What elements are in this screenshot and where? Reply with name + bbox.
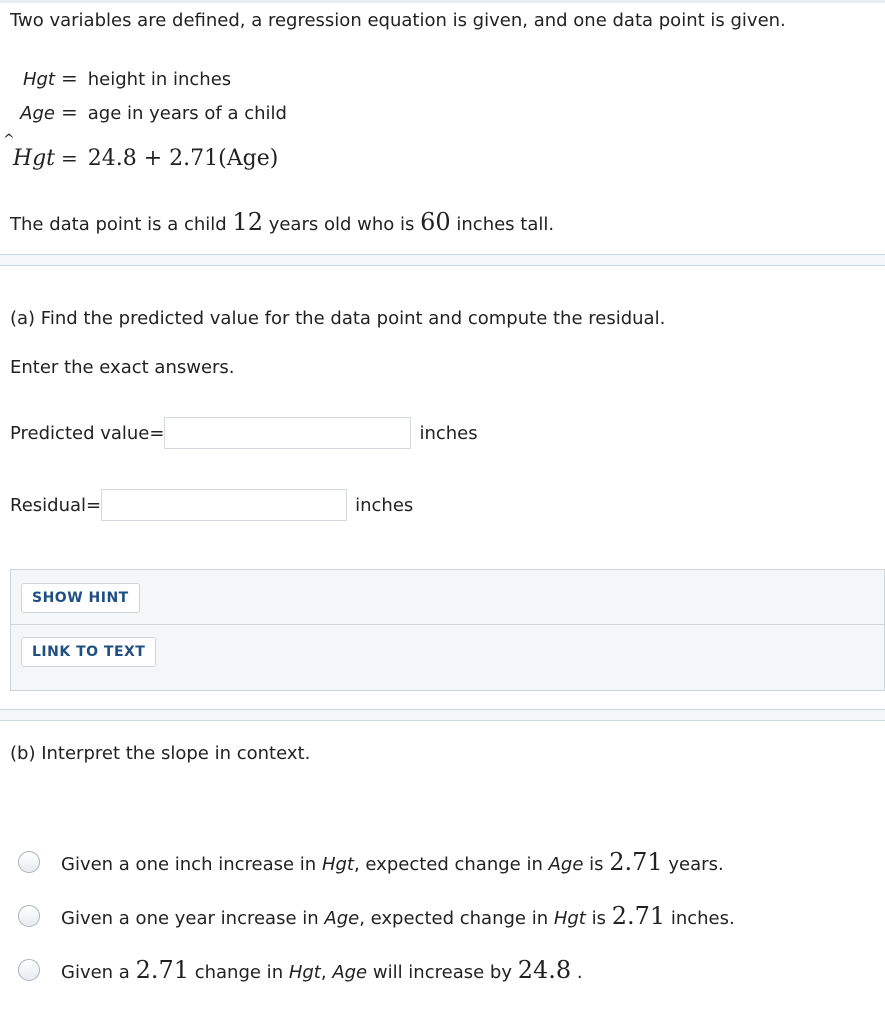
regression-lhs: Hgt — [12, 146, 55, 171]
predicted-value-label: Predicted value= — [10, 422, 165, 444]
radio-button[interactable] — [18, 905, 40, 927]
link-to-text-button[interactable]: LINK TO TEXT — [21, 637, 156, 667]
equals-sign: = — [61, 100, 78, 124]
residual-input[interactable] — [101, 489, 347, 521]
answer-option-2[interactable] — [18, 902, 735, 930]
data-point-statement — [10, 208, 554, 236]
equals-sign: = — [61, 146, 78, 170]
predicted-value-row — [10, 417, 478, 449]
text: inches tall. — [456, 214, 555, 235]
answer-option-3[interactable] — [18, 956, 583, 984]
part-a-instructions: Enter the exact answers. — [10, 357, 235, 378]
part-b-question: (b) Interpret the slope in context. — [10, 743, 311, 764]
predicted-unit: inches — [419, 422, 478, 444]
hgt-hat — [0, 132, 55, 171]
section-divider — [0, 709, 885, 721]
radio-button[interactable] — [18, 851, 40, 873]
hat-symbol: ^ — [3, 132, 15, 148]
problem-intro: Two variables are defined, a regression equation is given, and one data point is given. — [10, 10, 786, 31]
text: The data point is a child — [10, 214, 227, 235]
residual-row — [10, 489, 413, 521]
part-a-question: (a) Find the predicted value for the data point and compute the residual. — [10, 308, 666, 329]
predicted-value-input[interactable] — [164, 417, 411, 449]
hint-panel — [10, 569, 885, 691]
regression-equation — [0, 132, 279, 171]
regression-rhs: 24.8 + 2.71(Age) — [87, 146, 279, 171]
definition-text: age in years of a child — [87, 103, 287, 124]
variable-name: Age — [20, 103, 55, 124]
show-hint-button[interactable]: SHOW HINT — [21, 583, 140, 613]
residual-unit: inches — [355, 494, 414, 516]
variable-name: Hgt — [22, 69, 55, 90]
section-divider — [0, 254, 885, 266]
age-value: 12 — [232, 208, 263, 236]
height-value: 60 — [420, 208, 451, 236]
radio-button[interactable] — [18, 959, 40, 981]
option-text: Given a one year increase in Age, expected change in Hgt is 2.71 inches. — [61, 902, 735, 930]
definition-text: height in inches — [87, 69, 232, 90]
top-stripe — [0, 0, 885, 3]
option-text: Given a one inch increase in Hgt, expected change in Age is 2.71 years. — [61, 848, 724, 876]
answer-option-1[interactable] — [18, 848, 724, 876]
definition-age — [0, 100, 287, 124]
equals-sign: = — [61, 66, 78, 90]
residual-label: Residual= — [10, 494, 102, 516]
panel-divider — [11, 624, 884, 625]
definition-hgt — [0, 66, 231, 90]
text: years old who is — [268, 214, 415, 235]
option-text: Given a 2.71 change in Hgt, Age will increase by 24.8 . — [61, 956, 583, 984]
